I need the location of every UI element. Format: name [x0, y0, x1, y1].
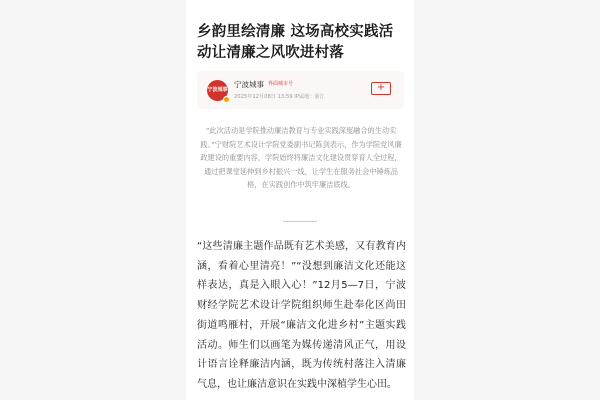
follow-button[interactable]: +	[371, 82, 391, 95]
author-tag: 界面城市号	[268, 81, 294, 87]
article-page	[186, 0, 414, 400]
author-card[interactable]	[197, 71, 404, 109]
verified-badge-icon	[223, 96, 230, 103]
avatar[interactable]: 宁波城事	[207, 80, 228, 101]
quote-paragraph: “此次活动是学院推动廉洁教育与专业实践深度融合的生动实践。”宁财院艺术设计学院党委副书记陈剑表示，作为学院党风廉政建设的重要内容，学院始终将廉洁文化建设贯穿育人全过程，通过把课堂延伸到乡村振兴一线，让学生在服务社会中锤炼品格，在实践创作中筑牢廉洁底线。	[200, 126, 402, 189]
body-paragraph: “这些清廉主题作品既有艺术美感，又有教育内涵，看着心里清亮！”“没想到廉洁文化还能这样表达，真是入眼入心！”12月5—7日，宁波财经学院艺术设计学院组织师生赴奉化区尚田街道鸣雁村，开展“廉洁文化进乡村”主题实践活动。师生们以画笔为媒传递清风正气，用设计语言诠释廉洁内涵，既为传统村落注入清廉气息，也让廉洁意识在实践中深植学生心田。	[197, 241, 406, 390]
divider	[283, 221, 317, 222]
author-name[interactable]: 宁波城事	[234, 80, 264, 89]
article-title: 乡韵里绘清廉 这场高校实践活动让清廉之风吹进村落	[197, 24, 394, 61]
publish-meta: 2025年12月08日 13:59 IP属地：浙江	[234, 94, 325, 100]
